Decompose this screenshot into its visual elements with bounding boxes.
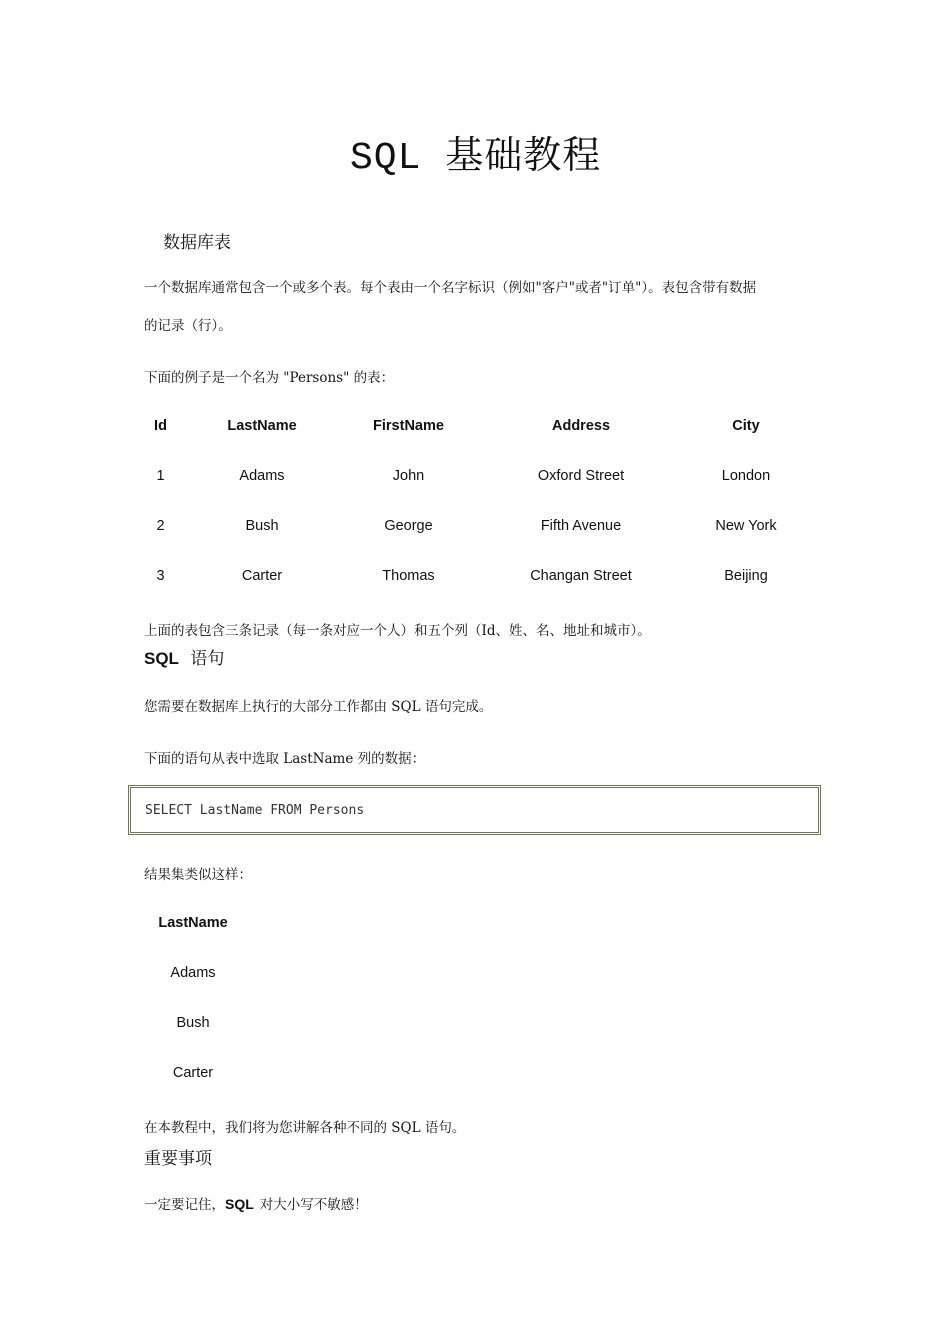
table-row [138,551,806,601]
table-cell: Thomas [382,568,435,584]
table-cell: Bush [245,518,279,534]
table-row [150,948,236,998]
table-cell: London [721,468,771,484]
heading-sql-keyword: SQL [144,649,179,668]
table-cell: Carter [241,568,283,584]
table-cell: Changan Street [530,568,632,584]
column-header-firstname: FirstName [373,418,444,434]
persons-table [138,401,806,601]
table-cell: Fifth Avenue [540,518,622,534]
important-sql-keyword: SQL [225,1196,254,1212]
code-block [128,785,821,835]
paragraph-tables-line1: 一个数据库通常包含一个或多个表。每个表由一个名字标识（例如"客户"或者"订单"）。表包含带有数据 [144,280,757,296]
table-cell: Oxford Street [537,468,625,484]
section-heading-important: 重要事项 [144,1149,212,1169]
table-cell: Adams [239,468,285,484]
table-cell: John [392,468,425,484]
code-text: SELECT LastName FROM Persons [145,802,365,818]
table-header-row [138,401,806,451]
result-table [150,898,236,1098]
paragraph-table-summary: 上面的表包含三条记录（每一条对应一个人）和五个列（Id、姓、名、地址和城市）。 [144,623,651,639]
paragraph-select-intro: 下面的语句从表中选取 LastName 列的数据： [144,751,426,767]
important-text-post: 对大小写不敏感！ [259,1197,368,1213]
table-cell: George [384,518,433,534]
table-cell: Bush [176,1015,210,1031]
table-row [138,501,806,551]
column-header-lastname: LastName [158,915,228,931]
paragraph-important [144,1193,368,1213]
heading-statements-text: 语句 [190,649,225,669]
table-cell: 2 [156,518,165,534]
table-cell: Adams [170,965,216,981]
column-header-city: City [732,418,760,434]
section-heading-statements [144,644,224,669]
page-title: SQL 基础教程 [350,137,602,180]
table-cell: New York [715,518,777,534]
table-row [138,451,806,501]
table-cell: 1 [156,468,165,484]
paragraph-persons-intro: 下面的例子是一个名为 "Persons" 的表： [144,370,395,386]
paragraph-result-intro: 结果集类似这样： [144,867,252,883]
important-text-pre: 一定要记住， [144,1197,225,1213]
table-cell: 3 [156,568,165,584]
table-cell: Beijing [724,568,768,584]
paragraph-tables-line2: 的记录（行）。 [144,318,232,334]
table-row [150,998,236,1048]
table-cell: Carter [172,1065,214,1081]
paragraph-tutorial-note: 在本教程中，我们将为您讲解各种不同的 SQL 语句。 [144,1120,466,1136]
paragraph-statements-intro: 您需要在数据库上执行的大部分工作都由 SQL 语句完成。 [144,699,493,715]
column-header-address: Address [551,418,611,434]
column-header-id: Id [154,418,167,434]
table-header-row [150,898,236,948]
column-header-lastname: LastName [227,418,297,434]
section-heading-tables: 数据库表 [163,233,231,253]
table-row [150,1048,236,1098]
